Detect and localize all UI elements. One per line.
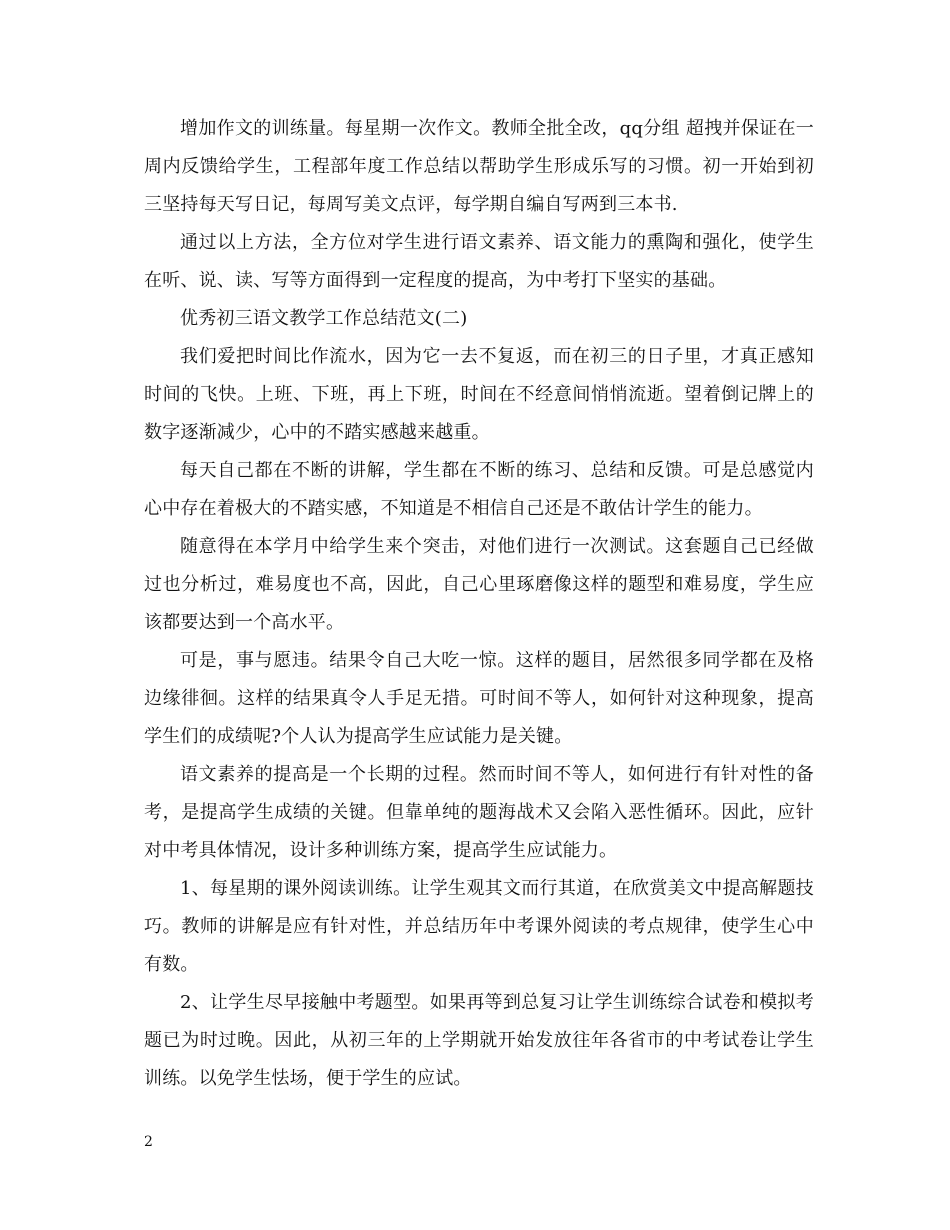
paragraph-surprise-test: 随意得在本学月中给学生来个突击，对他们进行一次测试。这套题自己已经做过也分析过，难易度也不高，因此，自己心里琢磨像这样的题型和难易度，学生应该都要达到一个高水平。: [144, 536, 814, 633]
paragraph-time-flow: 我们爱把时间比作流水，因为它一去不复返，而在初三的日子里，才真正感知时间的飞快。上班、下班，再上下班，时间在不经意间悄悄流逝。望着倒记牌上的数字逐渐减少，心中的不踏实感越来越重。: [144, 346, 814, 443]
paragraph-composition-practice: 增加作文的训练量。每星期一次作文。教师全批全改，qq分组 超拽并保证在一周内反馈给学生，工程部年度工作总结以帮助学生形成乐写的习惯。初一开始到初三坚持每天写日记，每周写美文点评，每学期自编自写两到三本书.: [144, 118, 814, 215]
paragraph-test-result: 可是，事与愿违。结果令自己大吃一惊。这样的题目，居然很多同学都在及格边缘徘徊。这样的结果真令人手足无措。可时间不等人，如何针对这种现象，提高学生们的成绩呢?个人认为提高学生应试能力是关键。: [144, 650, 814, 747]
paragraph-literacy-improvement: 语文素养的提高是一个长期的过程。然而时间不等人，如何进行有针对性的备考，是提高学生成绩的关键。但靠单纯的题海战术又会陷入恶性循环。因此，应针对中考具体情况，设计多种训练方案，提高学生应试能力。: [144, 764, 814, 861]
paragraph-methods-summary: 通过以上方法，全方位对学生进行语文素养、语文能力的熏陶和强化，使学生在听、说、读、写等方面得到一定程度的提高，为中考打下坚实的基础。: [144, 232, 814, 291]
paragraph-daily-teaching: 每天自己都在不断的讲解，学生都在不断的练习、总结和反馈。可是总感觉内心中存在着极大的不踏实感，不知道是不相信自己还是不敢估计学生的能力。: [144, 460, 814, 519]
section-heading: 优秀初三语文教学工作总结范文(二): [180, 308, 468, 329]
page-number: 2: [144, 1134, 153, 1150]
paragraph-reading-training: 1、每星期的课外阅读训练。让学生观其文而行其道，在欣赏美文中提高解题技巧。教师的讲解是应有针对性，并总结历年中考课外阅读的考点规律，使学生心中有数。: [144, 878, 814, 975]
paragraph-exam-questions: 2、让学生尽早接触中考题型。如果再等到总复习让学生训练综合试卷和模拟考题已为时过晚。因此，从初三年的上学期就开始发放往年各省市的中考试卷让学生训练。以免学生怯场，便于学生的应试。: [144, 992, 814, 1089]
document-body: [144, 110, 814, 1098]
